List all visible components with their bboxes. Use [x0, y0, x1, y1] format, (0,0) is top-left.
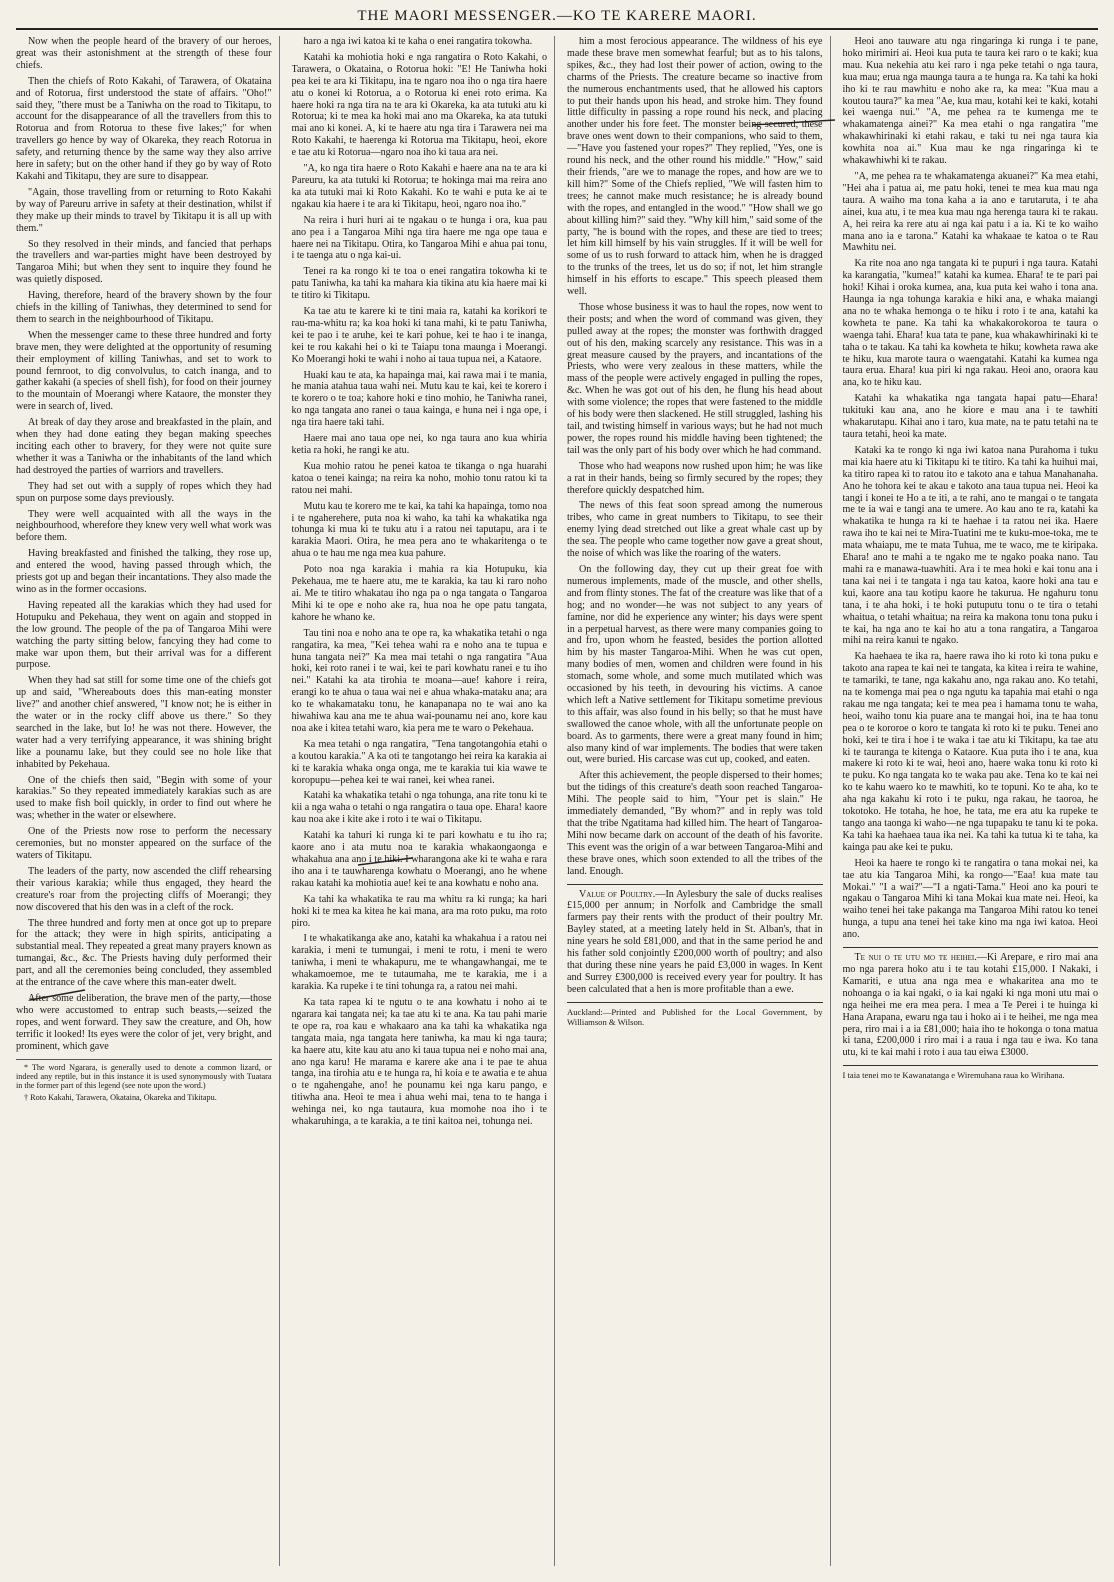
paragraph: When they had sat still for some time one of the chiefs got up and said, "Whereabouts does this man-eating monster live?" and another chief answered, "I know not; he is either in the water or in the rocky cliff above us there." So they searched in the lake, but lo! he was not there. However, the water had a very terrifying appearance, it was shining bright like a pounamu lake, but they could see no hole like that inhabited by Pekehaua. — [16, 675, 272, 770]
paragraph: The news of this feat soon spread among the numerous tribes, who came in great numbers to Tikitapu, to see their enemy lying dead stretched out like a great whale cast up by the sea. The people who came together now gave a great shout, the noise of which was like the roaring of the waters. — [567, 500, 823, 560]
paragraph: Having breakfasted and finished the talking, they rose up, and entered the wood, having passed through which, the priests got up and began their incantations. They also made the wino as in the former occasions. — [16, 548, 272, 595]
paragraph: On the following day, they cut up their great foe with numerous implements, made of the muscle, and other shells, and from flinty stones. The fat of the creature was like that of a hog; and no wonder—he was not subject to any years of famine, nor did he experience any winter; his days were spent in a perpetual harvest, as there were many companies going to and fro, upon whom he feasted, besides the portion allotted him by his master Tangaroa-Mihi. When he was cut open, many bodies of men, women and children were found in his stomach, some whole, and some much mutilated which was occasioned by his teeth, in devouring his victims. A canoe which left a Native settlement for Tikitapu sometime previous to this affair, was also found in his belly; so that he must have swallowed the canoe whole, with all the unfortunate people on board. As to garments, there were a great many found in him; also many kind of war implements. The bodies that were taken out, were buried. His carcase was cut up, cooked, and eaten. — [567, 563, 823, 766]
paragraph: Ka haehaea te ika ra, haere rawa iho ki roto ki tona puku e takoto ana rapea te kai nei te tangata, ka kitea i reira te wahine, te tamariki, te tane, nga kakahu ano, nga rakau ano. Ko tetahi, na te komenga mai pea o nga ngutu ka tapahia mai etahi o nga rakau me nga tangata; kei te mea pea i hamama tonu te waha, heoi, waiho tonu kia puare ana te mangai hoi, ina te haa tonu pea o te kororoe o koro te tangata ki roto ki te puku. Tenei ano hoki, kei te tira i hoe i te waka i tae atu ki Tikitapu, ka tae atu ki te tauranga te kitenga o Kataore. Kua puta iho i te ana, kua makere ki roto ki te wai, heoi ano, haere waka tonu ki roto ki te puku. Ko nga tangata ko te waka pau ake. Tena ko te kai nei ko te kahu waero ko te mawhiti, ko te topuni. Ko te aha, ko te aha nga kakahu ki roto i te puku, nga rakau, he taoroa, he tokotoko. He totaha, he hoe, he tata, me era atu ka rupeke te tango ana taonga ki waho—ne nga tupapaku te tanu ki te poka. Ka tahi ka haehaea taua ika nei. Ka tahi ka tutua ki te taha, ka kainga pau ake kei te puku. — [842, 651, 1098, 853]
notice-body: —Ki Arepare, e riro mai ana mo nga parera hoko atu i te tau kotahi £15,000. I Nakaki, i Kamariti, e utua ana nga mea e whakaritea ana mo te nohoanga o ia kai ngaki, o ia kai ngaki ki nga moni utu mai o nga heihei me era mea pera. I mea a Te Perei i te huinga ki Hana Arapana, ewaru nga tau i hoko ai i te heihei, me nga mea pera, riro mai i a ia £81,000; haia iho te hokonga o tona matua ki tana, £200,000 i riro mai i a raua i nga tau e iwa. Ko tana utu, ki te kai mahi i roto i aua tau eiwa £3000. — [842, 952, 1098, 1059]
imprint: Auckland:—Printed and Published for the Local Government, by Williamson & Wilson. — [567, 1006, 823, 1027]
paragraph: Tau tini noa e noho ana te ope ra, ka whakatika tetahi o nga rangatira, ka mea, "Kei tehea wahi ra e noho ana te tupua e huna tangata nei?" Ka mea mai tetahi o nga rangatira "Aua hoki, kei roto ranei i te wai, kei te pari kowhatu ranei e tu iho nei." Katahi ka ata tirohia te moana—aue! kahore i reira, erangi ko te ahua o taua wai nei e ahua whaka-mataku ana; ara ko te whakamataku tonu, he kanapanapa no te wai ano ka hiwahiwa kau ana me te ahua wai-pounamu nei ano, kore kau noa ake i kitea tetahi waro, kia pera me te waro o Pekehaua. — [291, 627, 547, 734]
masthead: THE MAORI MESSENGER.—KO TE KARERE MAORI. — [16, 8, 1098, 30]
paragraph: Kataki ka te rongo ki nga iwi katoa nana Purahoma i tuku mai kia haere atu ki Tikitapu ki te titiro. Ka tahi ka huihui mai, ka titiro rapea ki to ratou ito e takoto ana e tahua Manahanaha. Ano he tohora kei te akau e takoto ana taua tupua nei. Heoi ka tangi i konei te Ho a te iti, a te rahi, ano te mangai o te tangata me te ia wai e tangi ana te umere. Ao kau ano te ra, katahi ka whakatika te hunga ra ki te haehae i ta ratou nei ika. Haere rawa iho te kai nei te Mira-Tuatini me te kuku-moe-toka, me te mata whaiapu, me te mata Tuhua, me te waco, me te kiripaka. Ehara! ano te mahi a te ngako me te ngako poaka nano. Tau mahi ra e manawa-tuawhiti. Ara i te mea hoki e kai tonu ana i tana kai nei i te tangata i nga tau katoa, kaore hoki ana tau e kui, kaore ana tau kotipu kaore he takurua. He ngahuru tonu tana, i te aha hoki, i te hoki putuputu tonu o te tira o tetahi whaitua, o tetahi whaitua; na reira ka makona tonu tona puku i te kai, ha nga ano te kai ho atu a tona rangatira, a Tangaroa mihi na reira kanui te ngako. — [842, 444, 1098, 647]
paragraph: Tenei ra ka rongo ki te toa o enei rangatira tokowha ki te patu Taniwha, ka tahi ka mahara kia tikina atu kia haere mai ki te titiro ki Tikitapu. — [291, 266, 547, 302]
imprint: I taia tenei mo te Kawanatanga e Wiremuhana raua ko Wirihana. — [842, 1070, 1065, 1081]
paragraph: Then the chiefs of Roto Kakahi, of Tarawera, of Okataina and of Rotorua, first understood the state of affairs. "Oho!" said they, "there must be a Taniwha on the road to Tikitapu, to account for the disappearance of all the travellers from this to Rotorua and from Rotorua to these five lakes;" for when travellers go hence by way of Okareka, they reach Rotorua in safety, and returning thence by the same way they also arrive here in safety; but on the other hand if they go by way of Roto Kakahi and Tikitapu, they are sure to disappear. — [16, 75, 272, 182]
paragraph: Those whose business it was to haul the ropes, now went to their posts; and when the word of command was given, they pulled away at the ropes; the monster was forthwith dragged out of his den, making scarcely any resistance. This was in a great measure caused by the prayers, and incantations of the Priests, who were very zealous in these matters, while the mass of the people were actively engaged in pulling the ropes, &c. When he was got out of his den, he flung his head about with some violence; the ropes that were fastened to the middle of his body were then slackened. He still struggled, lashing his tail, and twisting himself in various ways; but he had not much power, the ropes round his middle having been tightened; the tail was the only part of his body over which he had command. — [567, 301, 823, 456]
paragraph: They were well acquainted with all the ways in the neighbourhood, wherefore they knew very well what work was before them. — [16, 508, 272, 544]
paragraph: One of the chiefs then said, "Begin with some of your karakias." So they repeated immediately karakias such as are used to make fish boil quickly, in order to find out where he was; whether in the water or elsewhere. — [16, 774, 272, 822]
notice-title: Value of Poultry. — [579, 888, 656, 900]
paragraph: him a most ferocious appearance. The wildness of his eye made these brave men somewhat fearful; but as to his talons, spikes, &c., they had lost their power of action, owing to the charms of the Priests. The creature became so inactive from the numerous enchantments used, that he allowed his captors to put their hands upon his head, and stroke him. They found little difficulty in passing a rope round his neck, and placing another under his fore feet. The monster being secured, these brave ones went down to their companions, who said to them,—"Have you fastened your ropes?" They replied, "Yes, one is round his neck, and the other round his middle." "How," said their friends, "are we to manage the ropes, and how are we to kill him?" Some of the Chiefs replied, "We will fasten him to trees; he cannot make much resistance; he is already bound with the ropes, and entangled in the wood." "How shall we go about killing him?" said they. "Why kill him," said some of the party, "he is bound with the ropes, and these are tied to trees; let him kill himself by his vain struggles. If it will be well for some of us to rush forward to attack him, when he is dragged to the trunks of the trees, let us do so; if not, let him strangle himself in his efforts to escape." This speech pleased them well. — [567, 36, 823, 298]
paragraph: When the messenger came to these three hundred and forty brave men, they were delighted at the opportunity of resuming their employment of killing Taniwhas, and set to work to pound fernroot, to dig convolvulus, to catch inanga, and to gather kakahi (a species of shell fish), for food on their journey to the mountain of Moerangi where Kataore, the monster they were in search of, lived. — [16, 329, 272, 413]
paragraph: Katahi ka whakatika nga tangata hapai patu—Ehara! tukituki kau ana, ano he kiore e mau ana i te tawhiti whakarutapu. Kihai ano i taro, kua mate, na te patu tetahi na te taura tetahi, heoi ka mate. — [842, 393, 1098, 440]
column-english-2 — [567, 36, 831, 1566]
paragraph: Ka mea tetahi o nga rangatira, "Tena tangotangohia etahi o a koutou karakia." A ka oti te tangotango hei reira ka karakia ai ki te karakia whaka onga onga, me te karakia tui kia wawe te koropupu—pehea kei te wai ranei, kei whea ranei. — [291, 738, 547, 786]
paragraph: Having, therefore, heard of the bravery shown by the four chiefs in the killing of Taniwhas, they determined to send for them to search in the neighbourhood of Tikitapu. — [16, 290, 272, 325]
paragraph: Na reira i huri huri ai te ngakau o te hunga i ora, kua pau ano pea i a Tangaroa Mihi nga tira haere me nga ope taua e haere nei na Tikitapu. Otira, ko Tangaroa Mihi e ahua pai tonu, i te taenga atu o nga kai-ui. — [291, 214, 547, 262]
paragraph: "A, me pehea ra te whakamatenga akuanei?" Ka mea etahi, "Hei aha i patua ai, me patu hoki, tenei te mea kua mau nga taura. A waiho ma tona kaha a ia ano e tarutaruta, i te aha ainei, kua atu, i te mea kua mau nga herenga taura ki te rakau. A, hei reira ka rere atu ai nga kai patu i a ia. Ki te ko waiho mana ano ia e tarona." Katahi ka whakaae te katoa o te Rau Mawhitu nei. — [842, 170, 1098, 254]
paragraph: At break of day they arose and breakfasted in the plain, and when they had done eating they began making speeches inciting each other to bravery, for they were not quite sure whether it was a Taniwha or the inhabitants of the land which had destroyed the parties of warriors and travellers. — [16, 417, 272, 476]
paragraph: Ka tahi ka whakatika te rau ma whitu ra ki runga; ka hari hoki ki te mea ka kitea he kai mana, ara ma roto puku, ma roto piro. — [291, 893, 547, 929]
paragraph: Katahi ka tahuri ki runga ki te pari kowhatu e tu iho ra; kaore ano i ata mutu noa te karakia whakaongaonga e whakahua ana ano i te hiki. I wharangona ake ki te waha e rara iho ana i te tauwharenga kowhatu o Moerangi, ano he whene rakau katahi ka mohiotia aue! kei te ana kowhatu e noho ana. — [291, 830, 547, 889]
footnotes — [16, 1059, 272, 1103]
paragraph: "Again, those travelling from or returning to Roto Kakahi by way of Pareuru arrive in safety at their destination, whilst if they make up their minds to travel by Tikitapu it is all up with them." — [16, 186, 272, 234]
paragraph: "A, ko nga tira haere o Roto Kakahi e haere ana na te ara ki Pareuru, ka ata tutuki ki Rotorua; te hokinga mai ma reira ano ka ata tutuki mai ki Roto Kakahi. Ko te wahi e puta ke ai te ngakau kia haere i te ara ki Tikitapu, heoi, ngaro noa iho." — [291, 163, 547, 210]
paragraph: Those who had weapons now rushed upon him; he was like a rat in their hands, being so firmly secured by the ropes; they therefore quickly despatched him. — [567, 460, 823, 496]
paragraph: Ka tata rapea ki te ngutu o te ana kowhatu i noho ai te ngarara kai tangata nei; ka tae atu ki te ana. Ka tau pahi marie te ope ra, roa kau e whakaaro ana ka tahi ka whakatika nga tangata maia, nga tangata here taniwha, ka mau ki nga taura; ka haere atu, kite kau atu ano ki taua tupua nei e noho mai ana, ano nga karu! He marama e karere ake ana i te pae te ahua tanga, ina tirohia atu e te hunga ra, hi koia e te awatia e te ahua o te ngahengahe, ano! he pounamu kei nga karu pango, e titiwha ana. Heoi te mea i ahua wehi mai, tena to te hanga i wehinga nei, ko nga tautaura, kua momohe noa iho i te whakaruhinga, a te karakia, a te tini kaitoa nei, tohunga nei. — [291, 996, 547, 1128]
paragraph: Huaki kau te ata, ka hapainga mai, kai rawa mai i te mania, he mania atahua taua wahi nei. Mutu kau te kai, kei te korero i te korero o te toa; kahore hoki e tino mohio, he Taniwha ranei, ko nga tangata ano ranei o taua kainga, e huna nei i nga ope, i nga tira haere taki tahi. — [291, 369, 547, 429]
paragraph: The three hundred and forty men at once got up to prepare for the attack; they were in high spirits, anticipating a substantial meal. They repeated a great many prayers known as tumangai, &c., &c. The Priests having duly performed their part, and all the ceremonies being concluded, they assembled at the entrance of the cave where this man-eater dwelt. — [16, 917, 272, 989]
notice-paragraph — [567, 889, 823, 996]
paragraph: Poto noa nga karakia i mahia ra kia Hotupuku, kia Pekehaua, me te haere atu, me te karakia, ka tau ki raro noho ai. Me te titiro whakatau iho nga pa o nga tangata o Tangaroa Mihi ki te ope e noho ake ra, hua noa he ope patu tangata, kahore he whano ke. — [291, 564, 547, 623]
divider — [567, 884, 823, 885]
notice-body: —In Aylesbury the sale of ducks realises £15,000 per annum; in Norfolk and Cambridge the small farmers pay their rents with the product of their poultry Mr. Bayley stated, at a meeting lately held in St. Alban's, that in nine years he sold £81,000, and that in the same period he and his father sold conjointly £200,000 worth of poultry; and also that during these nine years he paid £3,000 in wages. In Kent and Surrey £300,000 is received every year for poultry. It has been calculated that a hen is more profitable than a ewe. — [567, 888, 823, 995]
paragraph: So they resolved in their minds, and fancied that perhaps the travellers and war-parties might have been destroyed by Tangaroa Mihi; but when they sent to inquire they found he was quietly disposed. — [16, 238, 272, 286]
column-maori-2 — [843, 36, 1099, 1566]
paragraph: Ka tae atu te karere ki te tini maia ra, katahi ka korikori te rau-ma-whitu ra; ka koa hoki ki tana mahi, ki te patu Taniwha, kei te pao i te aruhe, kei te kari pohue, kei te hao i te inanga, kei te rou kakahi hei o ki te Taiapu tona maunga i Moerangi. Ko Moerangi hoki te wahi i noho ai taua tupua nei, a Kataore. — [291, 306, 547, 365]
divider — [843, 1065, 1099, 1066]
paragraph: After this achievement, the people dispersed to their homes; but the tidings of this creature's death soon reached Tangaroa-Mihi. The people said to him, "Your pet is slain." He immediately demanded, "By whom?" and in reply was told that the tribe Ngatitama had killed him. The heart of Tangaroa-Mihi now became dark on account of the death of his favorite. This event was the origin of a war between Tangaroa-Mihi and these brave ones, which soon extended to all the tribes of the land. Enough. — [567, 770, 823, 877]
column-maori-1 — [292, 36, 556, 1566]
notice-title: Te nui o te utu mo te heihei. — [854, 952, 977, 964]
paragraph: Katahi ka mohiotia hoki e nga rangatira o Roto Kakahi, o Tarawera, o Okataina, o Rotorua hoki: "E! He Taniwha hoki pea kei te ara ki Tikitapu, ina te ngaro noa iho o nga tira haere atu o konei ki Rotorua, a o Rotorua ki enei roto erima. Ka haere hoki ra nga tira na te ara ki Okareka, ka ata tutuki atu ki Rotorua; ki te mea ka hoki mai ano ma Okareka, ka ata tutuki mai ano ki konei. A, ki te haere atu nga tira i Tarawera nei ma Roto Kakahi, te haerenga ki Rotorua ma Tikitapu, heoi, ekore e tae atu ki Rotorua—ngaro noa iho ki taua ara nei. — [291, 51, 547, 159]
column-english-1 — [16, 36, 280, 1566]
paragraph: The leaders of the party, now ascended the cliff rehearsing their various karakia; while thus engaged, they heard the creature's roar from the projecting cliffs of Moerangi; they now discovered that his den was in a cleft of the rock. — [16, 865, 272, 913]
footnote: * The word Ngarara, is generally used to denote a common lizard, or indeed any reptile, but in this instance it is used synonymously with Tuatara in the former part of this legend (see note upon the word.) — [16, 1062, 272, 1091]
divider — [843, 947, 1099, 948]
paragraph: One of the Priests now rose to perform the necessary ceremonies, but no monster appeared on the surface of the waters of Tikitapu. — [16, 826, 272, 861]
paragraph: Ka rite noa ano nga tangata ki te pupuri i nga taura. Katahi ka karangatia, "kumea!" katahi ka kumea. Ehara! te te pari pai hoki! Kihai i oroka kumea, ana, kua puta kei waho i tona ana. Haunga ia nga tohunga karakia e hiki ana, e whaka maiangi ana no te whaka hemonga o te hiku i roto i te ana, katahi ka kowheta te pane. Ka tahi ka whakakorokoroa te taura o waenga tahi. Ehara! kua tata te pane, kua whakawhirinaki ki te taha o te takau. Ka tahi ka kowheta te hiku; kowheta rawa ake te hiku, kua marote taura o waengatahi. Katahi ka kumea nga taura erua. Ehara! kua piri ki nga rakau. Heoi ano, oraora kau ana, ko te hiku kau. — [842, 258, 1098, 389]
paragraph: Now when the people heard of the bravery of our heroes, great was their astonishment at the strength of these four chiefs. — [16, 36, 272, 71]
paragraph: They had set out with a supply of ropes which they had spun on purpose some days previously. — [16, 480, 272, 504]
paragraph: I te whakatikanga ake ano, katahi ka whakahua i a ratou nei karakia, i meni te tumungai, i meni te rotu, i meni te wero taniwha, i meni te whakapuru, me te whangawhangai, me te whakamoemoe, me te tutaumaha, me te karakia, me i a karakia. Ka rupeke i te tini tohunga ra, a ratou nei mahi. — [291, 933, 547, 993]
paragraph: Katahi ka whakatika tetahi o nga tohunga, ana rite tonu ki te kii a nga waha o tetahi o nga rangatira o taua ope. Ehara! kaore kau noa ake i kite ake i roto i te wai o Tikitapu. — [291, 790, 547, 826]
paragraph: Having repeated all the karakias which they had used for Hotupuku and Pekehaua, they went on again and stopped in the low ground. The people of the pa of Tangaroa Mihi were watching the party sitting below, fancying they had come to make war upon them, but their arrival was for a different purpose. — [16, 599, 272, 671]
paragraph: Haere mai ano taua ope nei, ko nga taura ano kua whiria ketia ra hoki, he rangi ke atu. — [291, 433, 547, 456]
paragraph: haro a nga iwi katoa ki te kaha o enei rangatira tokowha. — [303, 36, 533, 47]
paragraph: Heoi ka haere te rongo ki te rangatira o tana mokai nei, ka tae atu kia Tangaroa Mihi, ka rongo—"Eaa! kua mate tau Mokai." "I a wai?"—"I a ngati-Tama." Heoi ano ka pouri te ngakau o Tangaroa Mihi ki tana Mokai kua mate nei. Heoi, ka waiho tenei hei take pakanga ma Tangaroa Mihi ratou ko tenei hunga, a tupu ana tenei hei take kino ma nga iwi katoa. Heoi ano. — [842, 857, 1098, 941]
paragraph: Mutu kau te korero me te kai, ka tahi ka hapainga, tomo noa i te ngaherehere, puta noa ki waho, ka tahi ka whakatika nga tohunga ki mua ki te tuku atu i a ratou nei taputapu, ara i te karakia Maori. Otira, he mea pera ano te whakaritenga o te ahua o te hau me nga mea kua pahure. — [291, 500, 547, 560]
paragraph: After some deliberation, the brave men of the party,—those who were accustomed to entrap such beasts,—seized the ropes, and went forward. They saw the creature, and Oh, how terrific it looked! Its eyes were the color of jet, very bright, and prominent, which gave — [16, 992, 272, 1052]
footnote: † Roto Kakahi, Tarawera, Okataina, Okareka and Tikitapu. — [24, 1092, 217, 1102]
divider — [567, 1002, 823, 1003]
paragraph: Kua mohio ratou he penei katoa te tikanga o nga huarahi katoa o tenei kainga; na reira ka noho, mohio tonu ratou ki ta ratou nei mahi. — [291, 460, 547, 496]
text-columns — [16, 36, 1098, 1566]
notice-paragraph — [843, 952, 1099, 1059]
paragraph: Heoi ano tauware atu nga ringaringa ki runga i te pane, hoko mirimiri ai. Heoi kua puta te taura kei raro o te kaki; kua mau. Kua nekehia atu kei raro i nga peke tetahi o nga taura, kua mau; erua nga maunga taura a te hunga ra. Ka tahi ka hoki iho ki te rau mawhitu e noho ake ra, ka mea: "Kua mau a koutou taura?" ka mea "Ae, kua mau, kotahi kei te kaki, kotahi kei waenga nui." "A, me pehea ra te kumenga me te whakamatenga ainei?" Ka mea etahi o nga rangatira "me whakawhirinaki ki etahi rakau, e taki tu nei nga taura kia kowhita noa ai." Kua mau ke nga ringaringa ki te whakawhiwhi ki te rakau. — [842, 36, 1098, 167]
